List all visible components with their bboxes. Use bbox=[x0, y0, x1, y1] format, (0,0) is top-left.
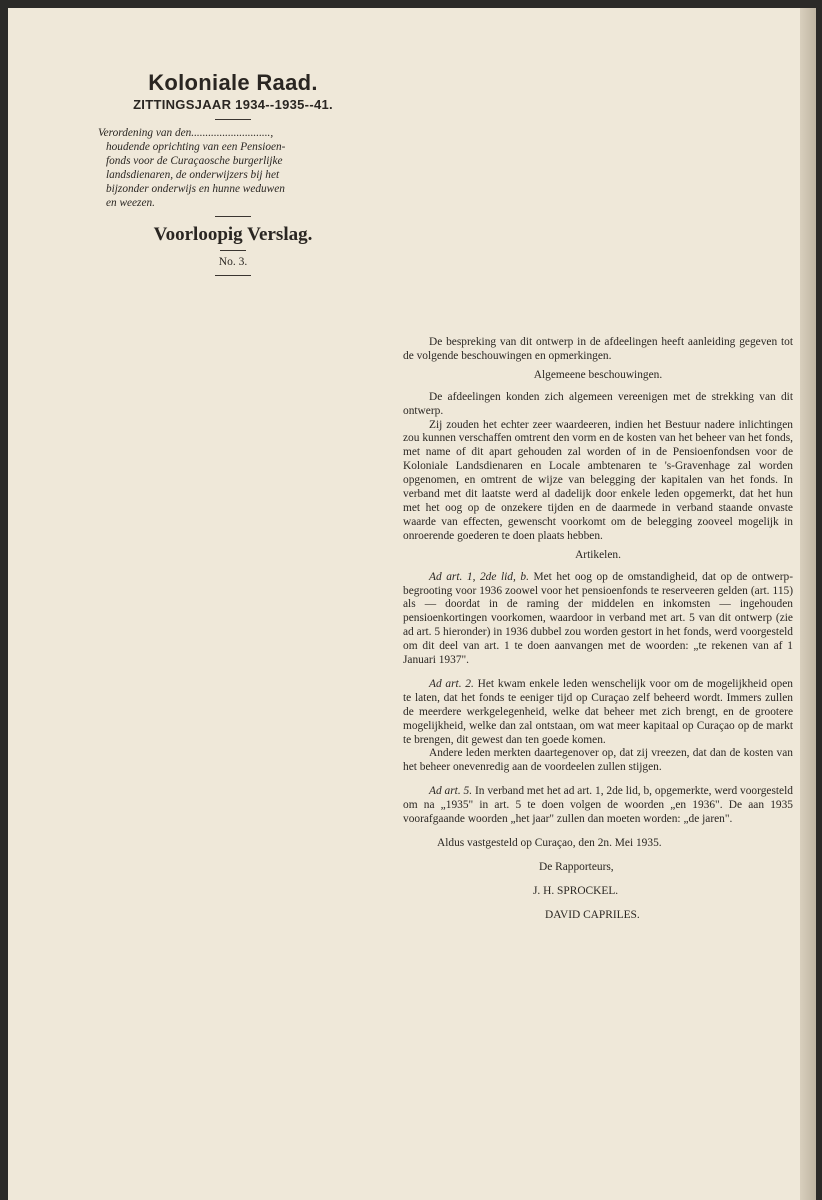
report-number: No. 3. bbox=[218, 256, 248, 268]
article-1-text: Met het oog op de omstandigheid, dat op de ontwerp-begrooting voor 1936 zoowel voor het pensioenfonds te reserveeren gelden (art. 115) als — doordat in de raming der middelen en inkomsten — ingehouden pensioenkortingen voorkomen, waardoor in verband met art. 5 van dit ontwerp (zie ad art. 5 hieronder) in 1936 dubbel zou worden gestort in het fonds, werd voorgesteld om dit deel van art. 1 te doen aanvangen met de woorden: „te rekenen van af 1 Januari 1937". bbox=[403, 570, 793, 667]
article-2-paragraph-2: Andere leden merkten daartegenover op, dat zij vreezen, dat dan de kosten van het beheer onevenredig aan de voordeelen zullen stijgen. bbox=[403, 747, 793, 774]
signatory-2: DAVID CAPRILES. bbox=[545, 908, 640, 921]
article-2-paragraph bbox=[403, 678, 793, 748]
divider bbox=[220, 250, 246, 251]
article-1-label: Ad art. 1, 2de lid, b. bbox=[429, 570, 529, 583]
document-header bbox=[98, 70, 368, 282]
article-5-paragraph bbox=[403, 785, 793, 827]
report-body bbox=[403, 336, 793, 923]
rapporteurs-label: De Rapporteurs, bbox=[539, 860, 614, 873]
signatory-1: J. H. SPROCKEL. bbox=[533, 884, 619, 897]
subject-line: houdende oprichting van een Pensioen- bbox=[106, 141, 286, 153]
article-5-label: Ad art. 5. bbox=[429, 785, 473, 798]
article-5-text: In verband met het ad art. 1, 2de lid, b, opgemerkte, werd voorgesteld om na „1935" in art. 5 te doen volgen de woorden „en 1936". De aan 1935 voorafgaande woorden „het jaar" zullen dan moeten worden: „de jaren". bbox=[403, 785, 793, 826]
article-1-paragraph bbox=[403, 571, 793, 668]
ordinance-subject bbox=[98, 126, 366, 210]
article-2-label: Ad art. 2. bbox=[429, 677, 474, 690]
article-2-text: Het kwam enkele leden wenschelijk voor om de mogelijkheid open te laten, dat het fonds te eeniger tijd op Curaçao zelf beheerd wordt. Immers zullen de meerdere werkgelegenheid, welke dat beheer met zich brengt, en de grootere mogelijkheid, welke dan zal ontstaan, om wat meer kapitaal op Curaçao op de markt te brengen, dit gewest dan ten goede komen. bbox=[403, 677, 793, 746]
report-title: Voorloopig Verslag. bbox=[153, 224, 313, 245]
general-paragraph-1: De afdeelingen konden zich algemeen vereenigen met de strekking van dit ontwerp. bbox=[403, 390, 793, 417]
general-paragraph-2: Zij zouden het echter zeer waardeeren, indien het Bestuur nadere inlichtingen zou kunnen verschaffen omtrent den vorm en de kosten van het beheer van het fonds, met name of dit apart gehouden zal worden of in de Pensioenfondsen voor de Koloniale Landsdienaren en Locale ambtenaren te 's-Gravenhage zal worden opgenomen, en omtrent de wijze van belegging der kapitalen van het fonds. In verband met dit laatste werd al dadelijk door enkele leden opgemerkt, dat het hun met het oog op de onzekere tijden en de daarmede in verband staande onvaste waarde van effecten, gewenscht voorkomt om de belegging zooveel mogelijk in onroerende goederen te doen plaats hebben. bbox=[403, 418, 793, 542]
subject-line: en weezen. bbox=[106, 197, 155, 209]
subject-line: fonds voor de Curaçaosche burgerlijke bbox=[106, 155, 283, 167]
page-spine bbox=[800, 8, 816, 1200]
subject-line: Verordening van den............................, bbox=[98, 127, 274, 139]
subject-line: landsdienaren, de onderwijzers bij het bbox=[106, 169, 280, 181]
subject-line: bijzonder onderwijs en hunne weduwen bbox=[106, 183, 285, 195]
divider bbox=[215, 216, 251, 217]
session-year: ZITTINGSJAAR 1934--1935--41. bbox=[133, 97, 333, 112]
closing-line: Aldus vastgesteld op Curaçao, den 2n. Mei 1935. bbox=[437, 837, 662, 849]
divider bbox=[215, 275, 251, 276]
articles-heading: Artikelen. bbox=[575, 548, 621, 561]
divider bbox=[215, 119, 251, 120]
intro-paragraph: De bespreking van dit ontwerp in de afdeelingen heeft aanleiding gegeven tot de volgende beschouwingen en opmerkingen. bbox=[403, 336, 793, 362]
document-page bbox=[8, 8, 816, 1200]
council-title: Koloniale Raad. bbox=[148, 70, 318, 95]
general-heading: Algemeene beschouwingen. bbox=[533, 368, 663, 381]
